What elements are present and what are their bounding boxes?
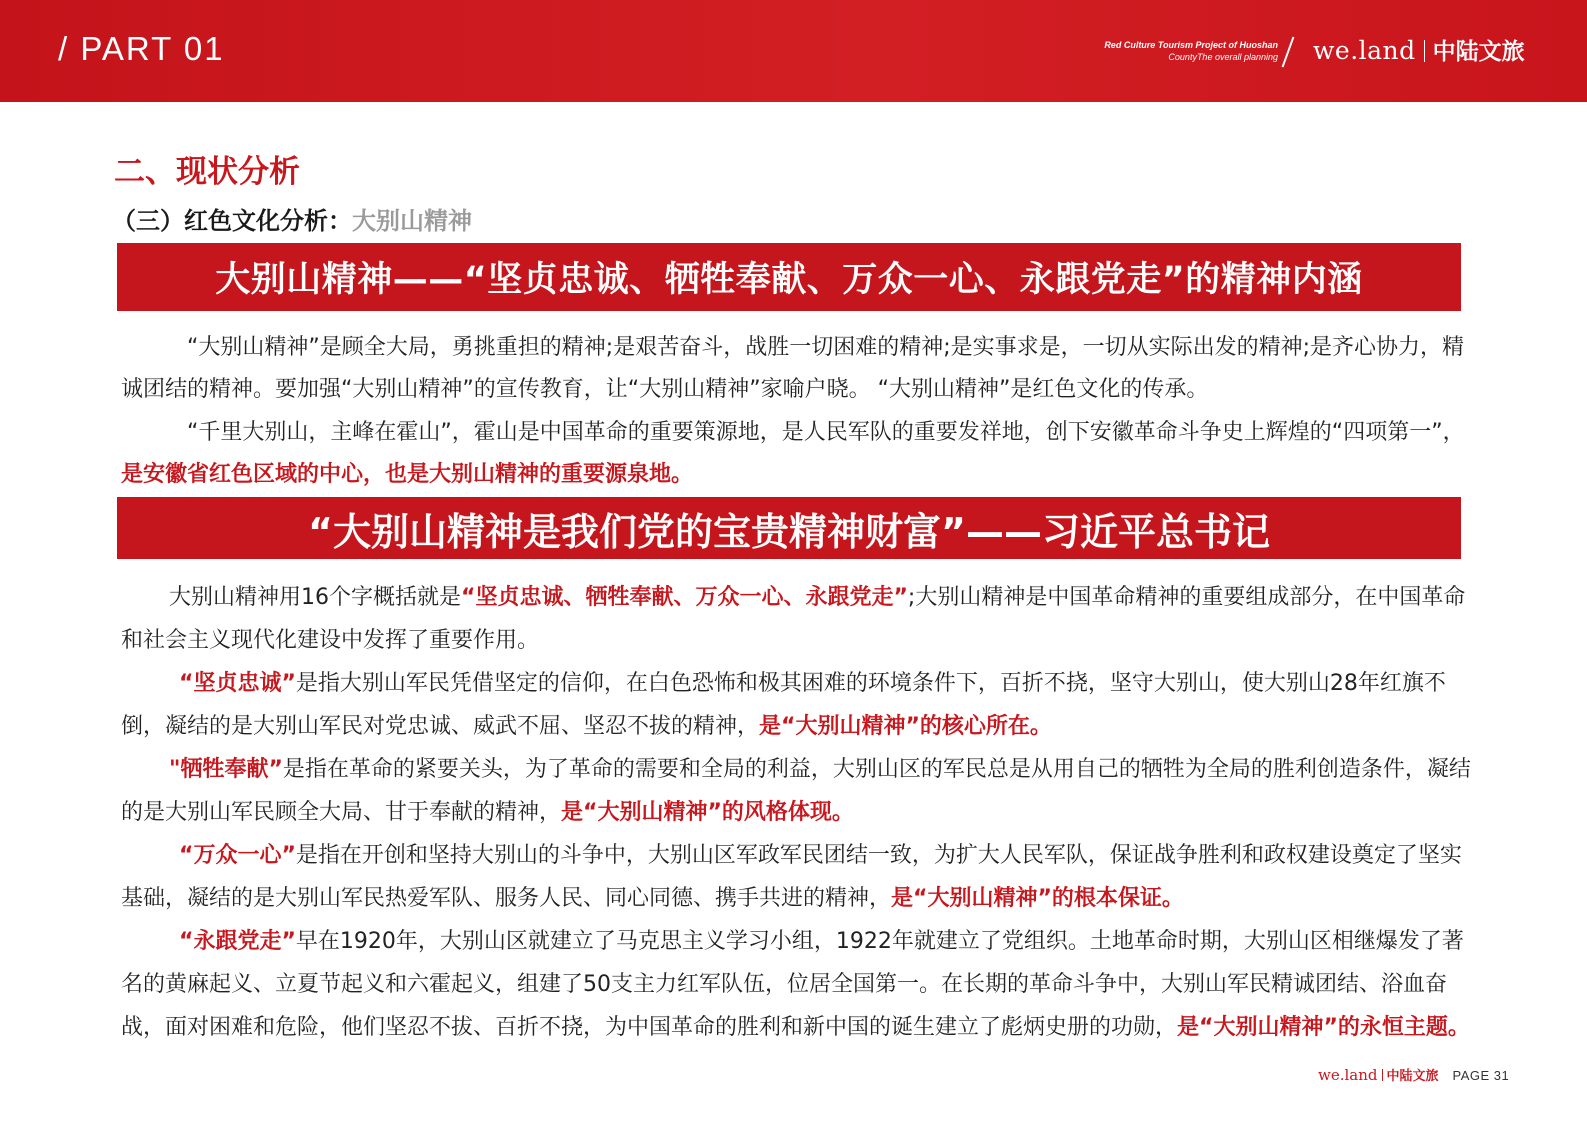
term-label: "牺牲奉献”: [169, 757, 283, 782]
spirit-banner: 大别山精神——“坚贞忠诚、牺牲奉献、万众一心、永跟党走”的精神内涵: [117, 243, 1461, 311]
project-caption-line2: CountyThe overall planning: [1168, 52, 1278, 62]
part-label: / PART 01: [58, 30, 225, 67]
paragraph-text: 是指大别山军民凭借坚定的信仰，在白色恐怖和极其困难的环境条件下，百折不挠，坚守大别山，使大别山28年红旗不倒，凝结的是大别山军民对党忠诚、威武不屈、坚忍不拔的精神，: [121, 671, 1446, 739]
project-caption-line1: Red Culture Tourism Project of Huoshan: [1104, 40, 1278, 50]
highlight-text: 是“大别山精神”的风格体现。: [561, 800, 854, 825]
page-number: PAGE 31: [1452, 1068, 1510, 1083]
paragraph-sacrifice: [121, 748, 1471, 834]
subsection-title-main: （三）红色文化分析：: [112, 207, 352, 235]
footer: [1318, 1065, 1509, 1084]
highlight-text: 是“大别山精神”的永恒主题。: [1177, 1015, 1470, 1040]
paragraph-spirit-definition: [121, 327, 1471, 411]
footer-logo-separator: [1382, 1069, 1383, 1081]
subsection-title: [112, 201, 472, 236]
highlight-text: 是“大别山精神”的根本保证。: [891, 886, 1184, 911]
highlight-text: 是“大别山精神”的核心所在。: [759, 714, 1052, 739]
footer-logo-cn: 中陆文旅: [1386, 1069, 1439, 1084]
highlight-text: 是安徽省红色区域的中心，也是大别山精神的重要源泉地。: [121, 462, 694, 487]
paragraph-text: 是指在开创和坚持大别山的斗争中，大别山区军政军民团结一致，为扩大人民军队，保证战争胜利和政权建设奠定了坚实基础，凝结的是大别山军民热爱军队、服务人民、同心同德、携手共进的精神，: [121, 843, 1462, 911]
paragraph-text: “千里大别山，主峰在霍山”，霍山是中国革命的重要策源地，是人民军队的重要发祥地，创下安徽革命斗争史上辉煌的“四项第一”，: [187, 420, 1465, 445]
paragraph-unity: [121, 834, 1471, 920]
header-divider: [1282, 37, 1295, 68]
subsection-title-topic: 大别山精神: [352, 207, 472, 235]
paragraph-text: ;大别山精神是中国革命精神的重要组成部分，在中国革命和社会主义现代化建设中发挥了重要作用。: [121, 585, 1466, 653]
section-title: 二、现状分析: [114, 154, 300, 190]
footer-logo-en: we.land: [1318, 1066, 1378, 1084]
term-label: “坚贞忠诚”: [179, 671, 296, 696]
paragraph-text: “大别山精神”是顾全大局，勇挑重担的精神;是艰苦奋斗，战胜一切困难的精神;是实事求是，一切从实际出发的精神;是齐心协力，精诚团结的精神。要加强“大别山精神”的宣传教育，让“大别山精神”家喻户晓。 “大别山精神”是红色文化的传承。: [121, 335, 1465, 402]
paragraph-summary: [121, 576, 1471, 662]
paragraph-text: 早在1920年，大别山区就建立了马克思主义学习小组，1922年就建立了党组织。土地革命时期，大别山区相继爆发了著名的黄麻起义、立夏节起义和六霍起义，组建了50支主力红军队伍，位居全国第一。在长期的革命斗争中，大别山军民精诚团结、浴血奋战，面对困难和危险，他们坚忍不拔、百折不挠，为中国革命的胜利和新中国的诞生建立了彪炳史册的功勋，: [121, 929, 1464, 1040]
term-label: “万众一心”: [179, 843, 296, 868]
project-caption: [1060, 40, 1278, 62]
term-label: “永跟党走”: [179, 929, 296, 954]
paragraph-loyalty: [121, 662, 1471, 748]
highlight-text: “坚贞忠诚、牺牲奉献、万众一心、永跟党走”: [461, 585, 908, 610]
logo-separator: [1424, 40, 1425, 62]
paragraph-text: 是指在革命的紧要关头，为了革命的需要和全局的利益，大别山区的军民总是从用自己的牺牲为全局的胜利创造条件，凝结的是大别山军民顾全大局、甘于奉献的精神，: [121, 757, 1471, 825]
brand-logo-cn: 中陆文旅: [1432, 39, 1525, 65]
header-bar: [0, 0, 1587, 102]
paragraph-follow-party: [121, 920, 1471, 1049]
brand-logo-en: we.land: [1313, 36, 1416, 65]
paragraph-text: 大别山精神用16个字概括就是: [169, 585, 461, 610]
paragraph-huoshan: [121, 412, 1471, 496]
quote-banner: “大别山精神是我们党的宝贵精神财富”——习近平总书记: [117, 497, 1461, 559]
brand-logo: [1313, 33, 1525, 66]
